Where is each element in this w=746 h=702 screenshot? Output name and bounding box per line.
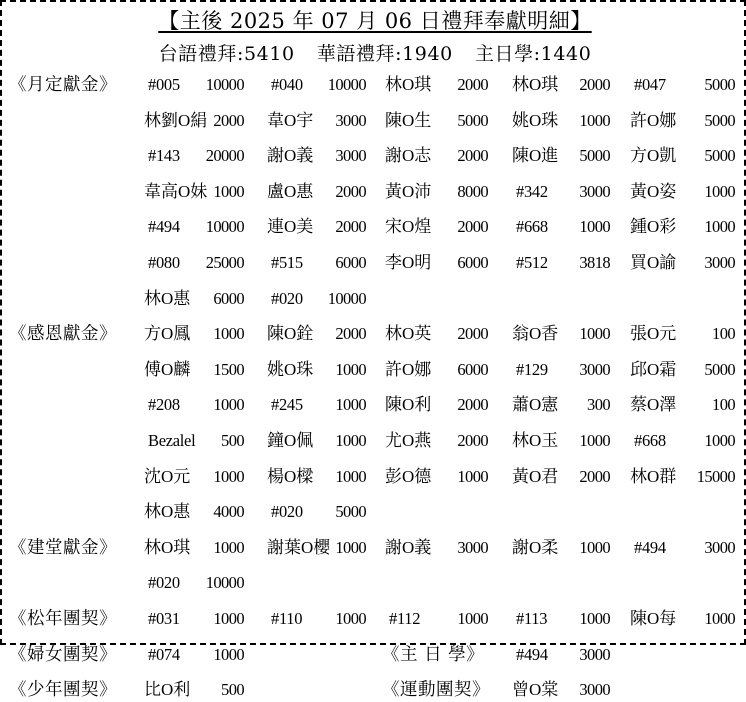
donation-amount: 1000 <box>579 217 610 237</box>
donor-name: #494 <box>516 644 548 664</box>
donor-name: 林O英 <box>385 324 432 344</box>
donation-amount: 1000 <box>704 217 735 237</box>
donor-name: 韋O宇 <box>267 110 314 130</box>
donor-name: 許O娜 <box>385 359 432 379</box>
donation-amount: 1000 <box>457 466 488 486</box>
donation-amount: 5000 <box>704 110 735 130</box>
donor-name: 宋O煌 <box>385 217 432 237</box>
donor-name: 黃O君 <box>512 466 559 486</box>
donor-name: 姚O珠 <box>512 110 559 130</box>
donor-name: 陳O銓 <box>267 324 314 344</box>
donor-name: 傅O麟 <box>144 359 191 379</box>
attendance-stats <box>2 42 746 66</box>
donor-name: #020 <box>271 288 303 308</box>
donation-amount: 1000 <box>335 431 366 450</box>
donor-name: 黃O沛 <box>385 181 432 201</box>
donor-name: 方O鳳 <box>144 324 191 344</box>
donation-amount: 3000 <box>579 359 610 379</box>
donation-amount: 1000 <box>335 537 366 557</box>
donor-name: 陳O進 <box>512 146 559 166</box>
donor-name: #110 <box>271 609 303 628</box>
donor-name: 林O琪 <box>385 75 432 94</box>
donation-amount: 1000 <box>213 324 244 344</box>
donation-amount: 1000 <box>213 181 244 201</box>
donor-name: #112 <box>389 609 421 628</box>
donation-amount: 1000 <box>457 609 488 628</box>
donor-name: 蕭O憲 <box>512 395 559 415</box>
donor-name: 謝O義 <box>267 146 314 166</box>
donor-name: 張O元 <box>630 324 677 344</box>
donation-amount: 5000 <box>457 110 488 130</box>
donor-name: #080 <box>148 253 180 272</box>
donor-name: 買O諭 <box>630 253 677 272</box>
donation-amount: 5000 <box>704 359 735 379</box>
donation-amount: 2000 <box>457 324 488 344</box>
donation-amount: 1000 <box>579 110 610 130</box>
donation-amount: 2000 <box>457 146 488 166</box>
donor-name: 蔡O澤 <box>630 395 677 415</box>
donor-name: #208 <box>148 395 180 415</box>
donation-amount: 300 <box>587 395 610 415</box>
donation-amount: 2000 <box>457 75 488 94</box>
donor-name: 姚O珠 <box>267 359 314 379</box>
donation-amount: 5000 <box>579 146 610 166</box>
donation-amount: 5000 <box>704 146 735 166</box>
donor-name: #494 <box>634 537 666 557</box>
donor-name: 尤O燕 <box>385 431 432 450</box>
donor-name: 方O凱 <box>630 146 677 166</box>
donor-name: 比O利 <box>144 680 191 700</box>
donation-amount: 3000 <box>335 110 366 130</box>
donor-name: 鐘O佩 <box>267 431 314 450</box>
donor-name: 林O琪 <box>144 537 191 557</box>
donation-amount: 3000 <box>579 644 610 664</box>
donor-name: 林O惠 <box>144 288 191 308</box>
section-label: 《月定獻金》 <box>9 75 117 95</box>
donor-name: #512 <box>516 253 548 272</box>
mandarin-service-count: 華語禮拜:1940 <box>316 43 453 65</box>
donation-amount: 20000 <box>205 146 244 166</box>
donation-amount: 6000 <box>335 253 366 272</box>
donation-amount: 10000 <box>205 217 244 237</box>
donation-amount: 100 <box>712 395 735 415</box>
donation-amount: 15000 <box>696 466 735 486</box>
donor-name: #245 <box>271 395 303 415</box>
donor-name: #143 <box>148 146 180 166</box>
donor-name: 楊O樑 <box>267 466 314 486</box>
section-label: 《少年團契》 <box>9 680 117 701</box>
donor-name: 林O惠 <box>144 502 191 522</box>
donor-name: #342 <box>516 181 548 201</box>
donor-name: 陳O利 <box>385 395 432 415</box>
donation-amount: 10000 <box>205 75 244 94</box>
donor-name: 盧O惠 <box>267 181 314 201</box>
donation-amount: 1000 <box>335 466 366 486</box>
donation-amount: 1000 <box>213 537 244 557</box>
donation-amount: 8000 <box>457 181 488 201</box>
donor-name: 曾O棠 <box>512 680 559 700</box>
donation-amount: 1000 <box>704 431 735 450</box>
donor-name: Bezalel <box>148 431 196 450</box>
donation-amount: 1000 <box>579 537 610 557</box>
section-label: 《感恩獻金》 <box>9 324 117 345</box>
donation-amount: 2000 <box>335 181 366 201</box>
donor-name: 謝O柔 <box>512 537 559 557</box>
donor-name: 林O玉 <box>512 431 559 450</box>
donation-amount: 2000 <box>335 217 366 237</box>
donor-name: 李O明 <box>385 253 432 272</box>
donor-name: #668 <box>634 431 666 450</box>
donation-amount: 10000 <box>205 573 244 593</box>
donation-amount: 1000 <box>335 609 366 628</box>
donation-amount: 1000 <box>213 466 244 486</box>
donor-name: 林O琪 <box>512 75 559 94</box>
donor-name: 翁O香 <box>512 324 559 344</box>
donation-amount: 2000 <box>579 75 610 94</box>
donor-name: 謝葉O櫻 <box>267 537 331 557</box>
donation-amount: 100 <box>712 324 735 344</box>
donor-name: #020 <box>271 502 303 522</box>
donor-name: 林劉O絹 <box>144 110 208 130</box>
donation-amount: 3000 <box>579 680 610 700</box>
donation-amount: 500 <box>221 431 244 450</box>
donor-name: #668 <box>516 217 548 237</box>
donor-name: 許O娜 <box>630 110 677 130</box>
donation-amount: 6000 <box>457 253 488 272</box>
section-label: 《松年團契》 <box>9 609 117 629</box>
donor-name: #129 <box>516 359 548 379</box>
donation-amount: 1000 <box>335 395 366 415</box>
donor-name: #040 <box>271 75 303 94</box>
donation-amount: 3000 <box>704 253 735 272</box>
donation-amount: 5000 <box>704 75 735 94</box>
donation-amount: 2000 <box>457 217 488 237</box>
donor-name: 沈O元 <box>144 466 191 486</box>
donation-amount: 2000 <box>457 431 488 450</box>
donor-name: 黃O姿 <box>630 181 677 201</box>
donor-name: 連O美 <box>267 217 314 237</box>
donor-name: 韋高O妹 <box>144 181 208 201</box>
donor-name: 邱O霜 <box>630 359 677 379</box>
donor-name: #515 <box>271 253 303 272</box>
donation-amount: 3818 <box>579 253 610 272</box>
donor-name: #494 <box>148 217 180 237</box>
donation-amount: 10000 <box>327 288 366 308</box>
donation-amount: 1000 <box>704 181 735 201</box>
section-label: 《主 日 學》 <box>382 644 485 665</box>
taiwanese-service-count: 台語禮拜:5410 <box>158 43 295 65</box>
donation-amount: 6000 <box>457 359 488 379</box>
donation-amount: 1000 <box>579 324 610 344</box>
donation-amount: 2000 <box>213 110 244 130</box>
donation-amount: 2000 <box>579 466 610 486</box>
donation-amount: 3000 <box>704 537 735 557</box>
donation-amount: 25000 <box>205 253 244 272</box>
donor-name: #031 <box>148 609 180 628</box>
donation-amount: 3000 <box>579 181 610 201</box>
section-label: 《運動團契》 <box>382 680 490 701</box>
donation-amount: 1000 <box>579 431 610 450</box>
donor-name: 彭O德 <box>385 466 432 486</box>
donor-name: #020 <box>148 573 180 593</box>
sunday-school-count: 主日學:1440 <box>474 43 592 65</box>
donation-amount: 1000 <box>335 359 366 379</box>
donor-name: 謝O義 <box>385 537 432 557</box>
donation-amount: 1000 <box>704 609 735 628</box>
donation-amount: 3000 <box>335 146 366 166</box>
donation-amount: 1000 <box>213 395 244 415</box>
donor-name: #047 <box>634 75 666 94</box>
donation-amount: 1000 <box>579 609 610 628</box>
donation-amount: 5000 <box>335 502 366 522</box>
donor-name: 鍾O彩 <box>630 217 677 237</box>
donation-amount: 500 <box>221 680 244 700</box>
donation-amount: 1500 <box>213 359 244 379</box>
section-label: 《建堂獻金》 <box>9 537 117 558</box>
donor-name: 陳O生 <box>385 110 432 130</box>
donor-name: #005 <box>148 75 180 94</box>
donation-amount: 2000 <box>335 324 366 344</box>
donation-amount: 6000 <box>213 288 244 308</box>
donation-amount: 2000 <box>457 395 488 415</box>
report-title-text: 【主後 2025 年 07 月 06 日禮拜奉獻明細】 <box>158 9 592 33</box>
report-title <box>2 8 746 34</box>
donor-name: #113 <box>516 609 548 628</box>
donor-name: 陳O每 <box>630 609 677 628</box>
donor-name: 謝O志 <box>385 146 432 166</box>
donation-amount: 1000 <box>213 644 244 664</box>
donation-amount: 1000 <box>213 609 244 628</box>
donation-amount: 4000 <box>213 502 244 522</box>
donation-amount: 3000 <box>457 537 488 557</box>
donor-name: 林O群 <box>630 466 677 486</box>
donation-amount: 10000 <box>327 75 366 94</box>
section-label: 《婦女團契》 <box>9 644 117 665</box>
donor-name: #074 <box>148 644 180 664</box>
